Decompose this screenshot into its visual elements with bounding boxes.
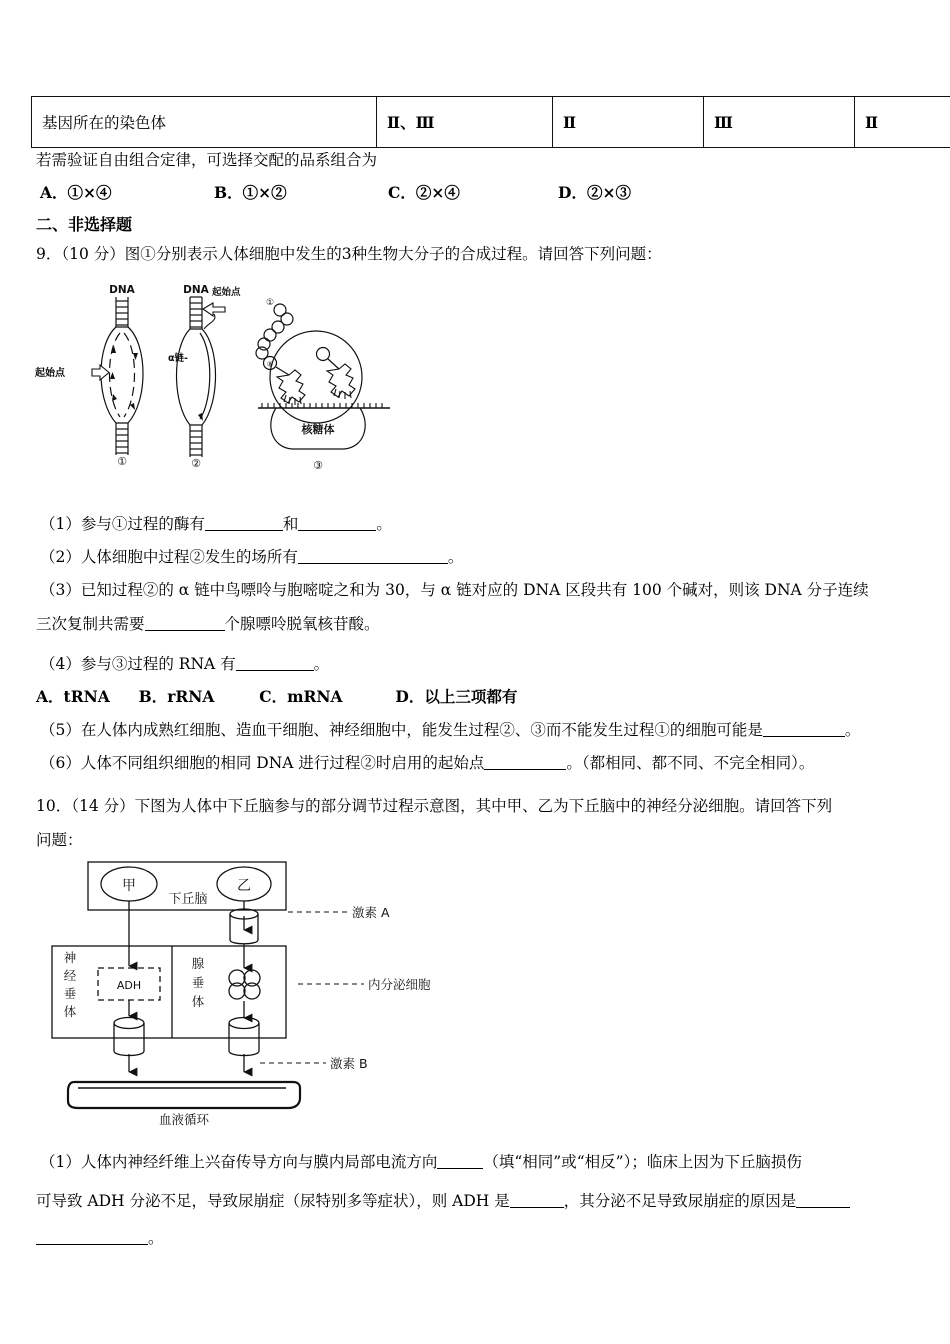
label-adeno-2: 垂 [191, 975, 205, 990]
q9-blank-4[interactable] [236, 670, 314, 671]
q10-blank-1[interactable] [437, 1168, 483, 1169]
option-d[interactable] [558, 181, 631, 203]
q9-item-5-text-a: （5）在人体内成熟红细胞、造血干细胞、神经细胞中，能发生过程②、③而不能发生过程①的细胞可能是 [40, 721, 763, 739]
label-dna-1: DNA [109, 284, 135, 296]
label-neuro-2: 经 [63, 968, 77, 983]
figure-9-macromolecule-synthesis [35, 283, 410, 483]
q9-item-1-text-b: 和 [282, 515, 299, 533]
q9-item-2 [40, 545, 463, 567]
q9-item-1 [40, 512, 392, 534]
q9-options-row [36, 685, 517, 707]
label-neuro-1: 神 [63, 950, 77, 965]
q9-option-c-text: mRNA [287, 687, 343, 706]
q10-item-1-text-d: ，其分泌不足导致尿崩症的原因是 [563, 1192, 797, 1210]
label-ribosome: 核糖体 [301, 423, 335, 436]
q10-blank-4[interactable] [36, 1244, 148, 1245]
option-d-key: D． [558, 183, 587, 202]
q9-option-a[interactable] [36, 687, 110, 706]
q10-item-1-text-a: （1）人体内神经纤维上兴奋传导方向与膜内局部电流方向 [40, 1153, 438, 1171]
table-row [32, 97, 950, 148]
q10-item-1-line2 [36, 1189, 850, 1211]
q9-option-c-key: C． [259, 687, 288, 706]
q9-option-b-key: B． [138, 687, 168, 706]
option-d-text: ②×③ [586, 183, 631, 202]
q9-option-c[interactable] [259, 687, 342, 706]
mark-circle-1: ① [265, 298, 275, 308]
label-hormone-a: 激素 A [352, 905, 390, 920]
label-hormone-b: 激素 B [330, 1056, 368, 1071]
q10-item-1-line3 [36, 1226, 164, 1248]
mark-2: ② [191, 457, 201, 470]
label-hypothalamus: 下丘脑 [168, 892, 208, 907]
q9-blank-1a[interactable] [205, 530, 283, 531]
q9-item-4-text-b: 。 [313, 655, 330, 673]
label-adeno-1: 腺 [191, 956, 205, 971]
question-8-stem: 若需验证自由组合定律，可选择交配的品系组合为 [36, 151, 378, 169]
q9-option-a-text: tRNA [63, 687, 110, 706]
table-cell-value: Ⅱ [855, 97, 950, 148]
q9-item-2-text-b: 。 [447, 548, 464, 566]
q9-item-1-text-c: 。 [376, 515, 392, 533]
q9-item-3-line1: （3）已知过程②的 α 链中鸟嘌呤与胞嘧啶之和为 30，与 α 链对应的 DNA 区段共有 100 个碱对，则该 DNA 分子连续 [40, 581, 869, 599]
q9-option-a-key: A． [36, 687, 64, 706]
q10-blank-3[interactable] [796, 1207, 850, 1208]
mark-1: ① [117, 455, 127, 468]
svg-text:⑧: ⑧ [266, 360, 274, 369]
label-blood-circulation: 血液循环 [158, 1112, 210, 1127]
option-c-text: ②×④ [415, 183, 460, 202]
q10-item-1-text-e: 。 [148, 1229, 164, 1247]
question-10-stem-line2: 问题： [36, 831, 83, 849]
label-jia: 甲 [122, 878, 136, 894]
q9-option-b[interactable] [139, 687, 215, 706]
q9-blank-6[interactable] [484, 769, 566, 770]
label-neuro-4: 体 [63, 1004, 77, 1019]
q10-item-1-text-c: 可导致 ADH 分泌不足，导致尿崩症（尿特别多等症状），则 ADH 是 [36, 1192, 510, 1210]
q9-option-d-key: D． [395, 687, 425, 706]
q9-item-5-text-b: 。 [844, 721, 861, 739]
q9-item-4-text-a: （4）参与③过程的 RNA 有 [40, 655, 236, 673]
question-9-stem: 9．（10 分）图①分别表示人体细胞中发生的3种生物大分子的合成过程。请回答下列问题： [36, 245, 662, 263]
table-cell-label: 基因所在的染色体 [32, 97, 377, 148]
option-b-key: B． [214, 183, 243, 202]
option-b[interactable] [214, 181, 287, 203]
q9-option-d-text: 以上三项都有 [424, 687, 518, 706]
q9-blank-1b[interactable] [298, 530, 376, 531]
q9-blank-3[interactable] [145, 630, 225, 631]
option-a[interactable] [40, 181, 112, 203]
q9-item-3-text-b: 个腺嘌呤脱氧核苷酸。 [224, 615, 380, 633]
label-origin-left: 起始点 [35, 368, 65, 379]
q10-item-1-text-b: （填“相同”或“相反”）；临床上因为下丘脑损伤 [483, 1153, 802, 1171]
gene-chromosome-table [31, 96, 950, 148]
option-a-text: ①×④ [67, 183, 112, 202]
q9-item-5 [40, 718, 860, 740]
label-neuro-3: 垂 [63, 986, 77, 1001]
label-yi: 乙 [237, 878, 251, 894]
section-2-title: 二、非选择题 [36, 215, 133, 234]
q9-item-4 [40, 652, 329, 674]
table-cell-value: Ⅱ [553, 97, 704, 148]
q9-blank-2[interactable] [298, 563, 448, 564]
q9-item-6-text-a: （6）人体不同组织细胞的相同 DNA 进行过程②时启用的起始点 [40, 754, 485, 772]
q9-item-3-text-a: 三次复制共需要 [36, 615, 145, 633]
figure-10-hypothalamus-regulation [48, 858, 448, 1143]
q10-blank-2[interactable] [510, 1207, 564, 1208]
table-cell-value: Ⅲ [704, 97, 855, 148]
mark-3: ③ [313, 459, 323, 472]
q9-option-b-text: rRNA [167, 687, 215, 706]
q9-item-2-text-a: （2）人体细胞中过程②发生的场所有 [40, 548, 298, 566]
q10-item-1-line1 [40, 1150, 802, 1172]
q9-item-6 [40, 751, 814, 773]
label-adh: ADH [116, 979, 142, 992]
option-c[interactable] [388, 181, 460, 203]
label-alpha-chain: α链- [168, 353, 188, 364]
label-endocrine-cell: 内分泌细胞 [368, 977, 431, 992]
option-a-key: A． [40, 183, 68, 202]
option-c-key: C． [388, 183, 416, 202]
table-cell-value: Ⅱ、Ⅲ [377, 97, 553, 148]
label-adeno-3: 体 [191, 994, 205, 1009]
q9-blank-5[interactable] [763, 736, 845, 737]
question-10-stem-line1: 10．（14 分）下图为人体中下丘脑参与的部分调节过程示意图，其中甲、乙为下丘脑中的神经分泌细胞。请回答下列 [36, 797, 833, 815]
q9-item-6-text-b: 。（都相同、都不同、不完全相同）。 [566, 754, 815, 772]
q9-item-1-text-a: （1）参与①过程的酶有 [40, 515, 205, 533]
label-dna-2: DNA [183, 284, 209, 296]
option-b-text: ①×② [242, 183, 287, 202]
q9-option-d[interactable] [395, 687, 517, 706]
label-origin-top: 起始点 [212, 287, 241, 298]
q9-item-3-line2 [36, 612, 380, 634]
